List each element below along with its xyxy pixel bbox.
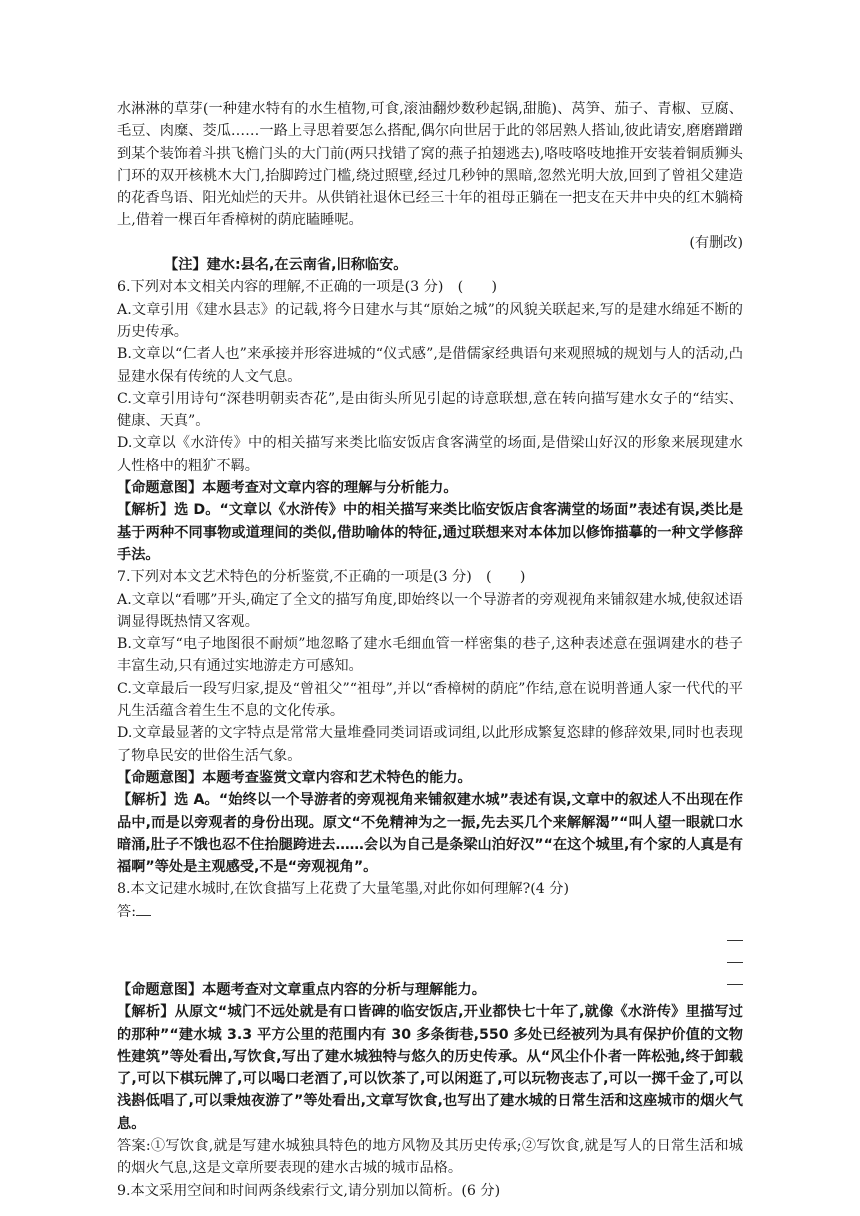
question-6-option-b: B.文章以“仁者人也”来承接并形容进城的“仪式感”,是借儒家经典语句来观照城的规划与人的活动,凸显建水保有传统的人文气息。 [117, 346, 743, 385]
question-6-stem: 6.下列对本文相关内容的理解,不正确的一项是(3 分) ( ) [117, 279, 498, 296]
question-7-option-b: B.文章写“电子地图很不耐烦”地忽略了建水毛细血管一样密集的巷子,这种表述意在强调建水的巷子丰富生动,只有通过实地游走方可感知。 [117, 636, 743, 675]
answer-lines [117, 923, 743, 979]
question-6-option-a: A.文章引用《建水县志》的记载,将今日建水与其“原始之城”的风貌关联起来,写的是建水绵延不断的历史传承。 [117, 301, 743, 340]
question-6-option-d: D.文章以《水浒传》中的相关描写来类比临安饭店食客满堂的场面,是借梁山好汉的形象来展现建水人性格中的粗犷不羁。 [117, 435, 743, 474]
question-8-intent: 【命题意图】本题考查对文章重点内容的分析与理解能力。 [117, 981, 486, 998]
question-7-stem: 7.下列对本文艺术特色的分析鉴赏,不正确的一项是(3 分) ( ) [117, 569, 526, 586]
question-6-option-c: C.文章引用诗句“深巷明朝卖杏花”,是由街头所见引起的诗意联想,意在转向描写建水女子的“结实、健康、天真”。 [117, 390, 743, 430]
annotation-note: 【注】建水:县名,在云南省,旧称临安。 [164, 257, 408, 274]
question-7-option-a: A.文章以“看哪”开头,确定了全文的描写角度,即始终以一个导游者的旁观视角来铺叙建水城,使叙述语调显得既热情又客观。 [117, 591, 743, 630]
question-8-analysis: 【解析】从原文“城门不远处就是有口皆碑的临安饭店,开业都快七十年了,就像《水浒传》里描写过的那种”“建水城 3.3 平方公里的范围内有 30 多条街巷,550 多处已经被列为具有保护价值的文物性建筑”等处看出,写饮食,写出了建水城独特与悠久的历史传承。从“风尘仆仆者一阵松弛,终于卸载了,可以下棋玩牌了,可以喝口老酒了,可以饮茶了,可以闲逛了,可以玩物丧志了,可以一掷千金了,可以浅斟低唱了,可以秉烛夜游了”等处看出,文章写饮食,也写出了建水城的日常生活和这座城市的烟火气息。 [117, 1004, 743, 1132]
answer-label: 答: [117, 903, 136, 920]
answer-line-1 [727, 940, 743, 941]
question-9-stem: 9.本文采用空间和时间两条线索行文,请分别加以简析。(6 分) [117, 1182, 501, 1199]
document-page [117, 98, 743, 1202]
question-8-answer-line [117, 901, 743, 923]
question-6-analysis: 【解析】选 D。“文章以《水浒传》中的相关描写来类比临安饭店食客满堂的场面”表述有误,类比是基于两种不同事物或道理间的类似,借助喻体的特征,通过联想来对本体加以修饰描摹的一种文学修辞手法。 [117, 502, 743, 563]
passage-text: 水淋淋的草芽(一种建水特有的水生植物,可食,滚油翻炒数秒起锅,甜脆)、莴笋、茄子、青椒、豆腐、毛豆、肉糜、茭瓜……一路上寻思着要怎么搭配,偶尔向世居于此的邻居熟人搭讪,彼此请安,磨磨蹭蹭到某个装饰着斗拱飞檐门头的大门前(两只找错了窝的燕子拍翅逃去),咯吱咯吱地推开安装着铜质狮头门环的双开核桃木大门,抬脚跨过门槛,绕过照壁,经过几秒钟的黑暗,忽然光明大放,回到了曾祖父建造的花香鸟语、阳光灿烂的天井。从供销社退休已经三十年的祖母正躺在一把支在天井中央的红木躺椅上,借着一棵百年香樟树的荫庇瞌睡呢。 [117, 101, 743, 229]
question-6-intent: 【命题意图】本题考查对文章内容的理解与分析能力。 [117, 480, 458, 497]
question-7-analysis: 【解析】选 A。“始终以一个导游者的旁观视角来铺叙建水城”表述有误,文章中的叙述人不出现在作品中,而是以旁观者的身份出现。原文“不免精神为之一振,先去买几个来解解渴”“叫人望一眼就口水暗涌,肚子不饿也忍不住抬腿跨进去……会以为自己是条梁山泊好汉”“在这个城里,有个家的人真是有福啊”等处是主观感受,不是“旁观视角”。 [117, 792, 743, 876]
question-7-option-c: C.文章最后一段写归家,提及“曾祖父”“祖母”,并以“香樟树的荫庇”作结,意在说明普通人家一代代的平凡生活蕴含着生生不息的文化传承。 [117, 680, 743, 720]
question-7-intent: 【命题意图】本题考查鉴赏文章内容和艺术特色的能力。 [117, 769, 472, 786]
question-7-option-d: D.文章最显著的文字特点是常常大量堆叠同类词语或词组,以此形成繁复恣肆的修辞效果,同时也表现了物阜民安的世俗生活气象。 [117, 725, 743, 764]
answer-blank[interactable] [136, 901, 151, 916]
source-note: (有删改) [689, 234, 743, 251]
answer-line-3 [727, 984, 743, 985]
question-8-answer: 答案:①写饮食,就是写建水城独具特色的地方风物及其历史传承;②写饮食,就是写人的日常生活和城的烟火气息,这是文章所要表现的建水古城的城市品格。 [117, 1138, 743, 1177]
question-8-stem: 8.本文记建水城时,在饮食描写上花费了大量笔墨,对此你如何理解?(4 分) [117, 881, 570, 898]
answer-line-2 [727, 962, 743, 963]
